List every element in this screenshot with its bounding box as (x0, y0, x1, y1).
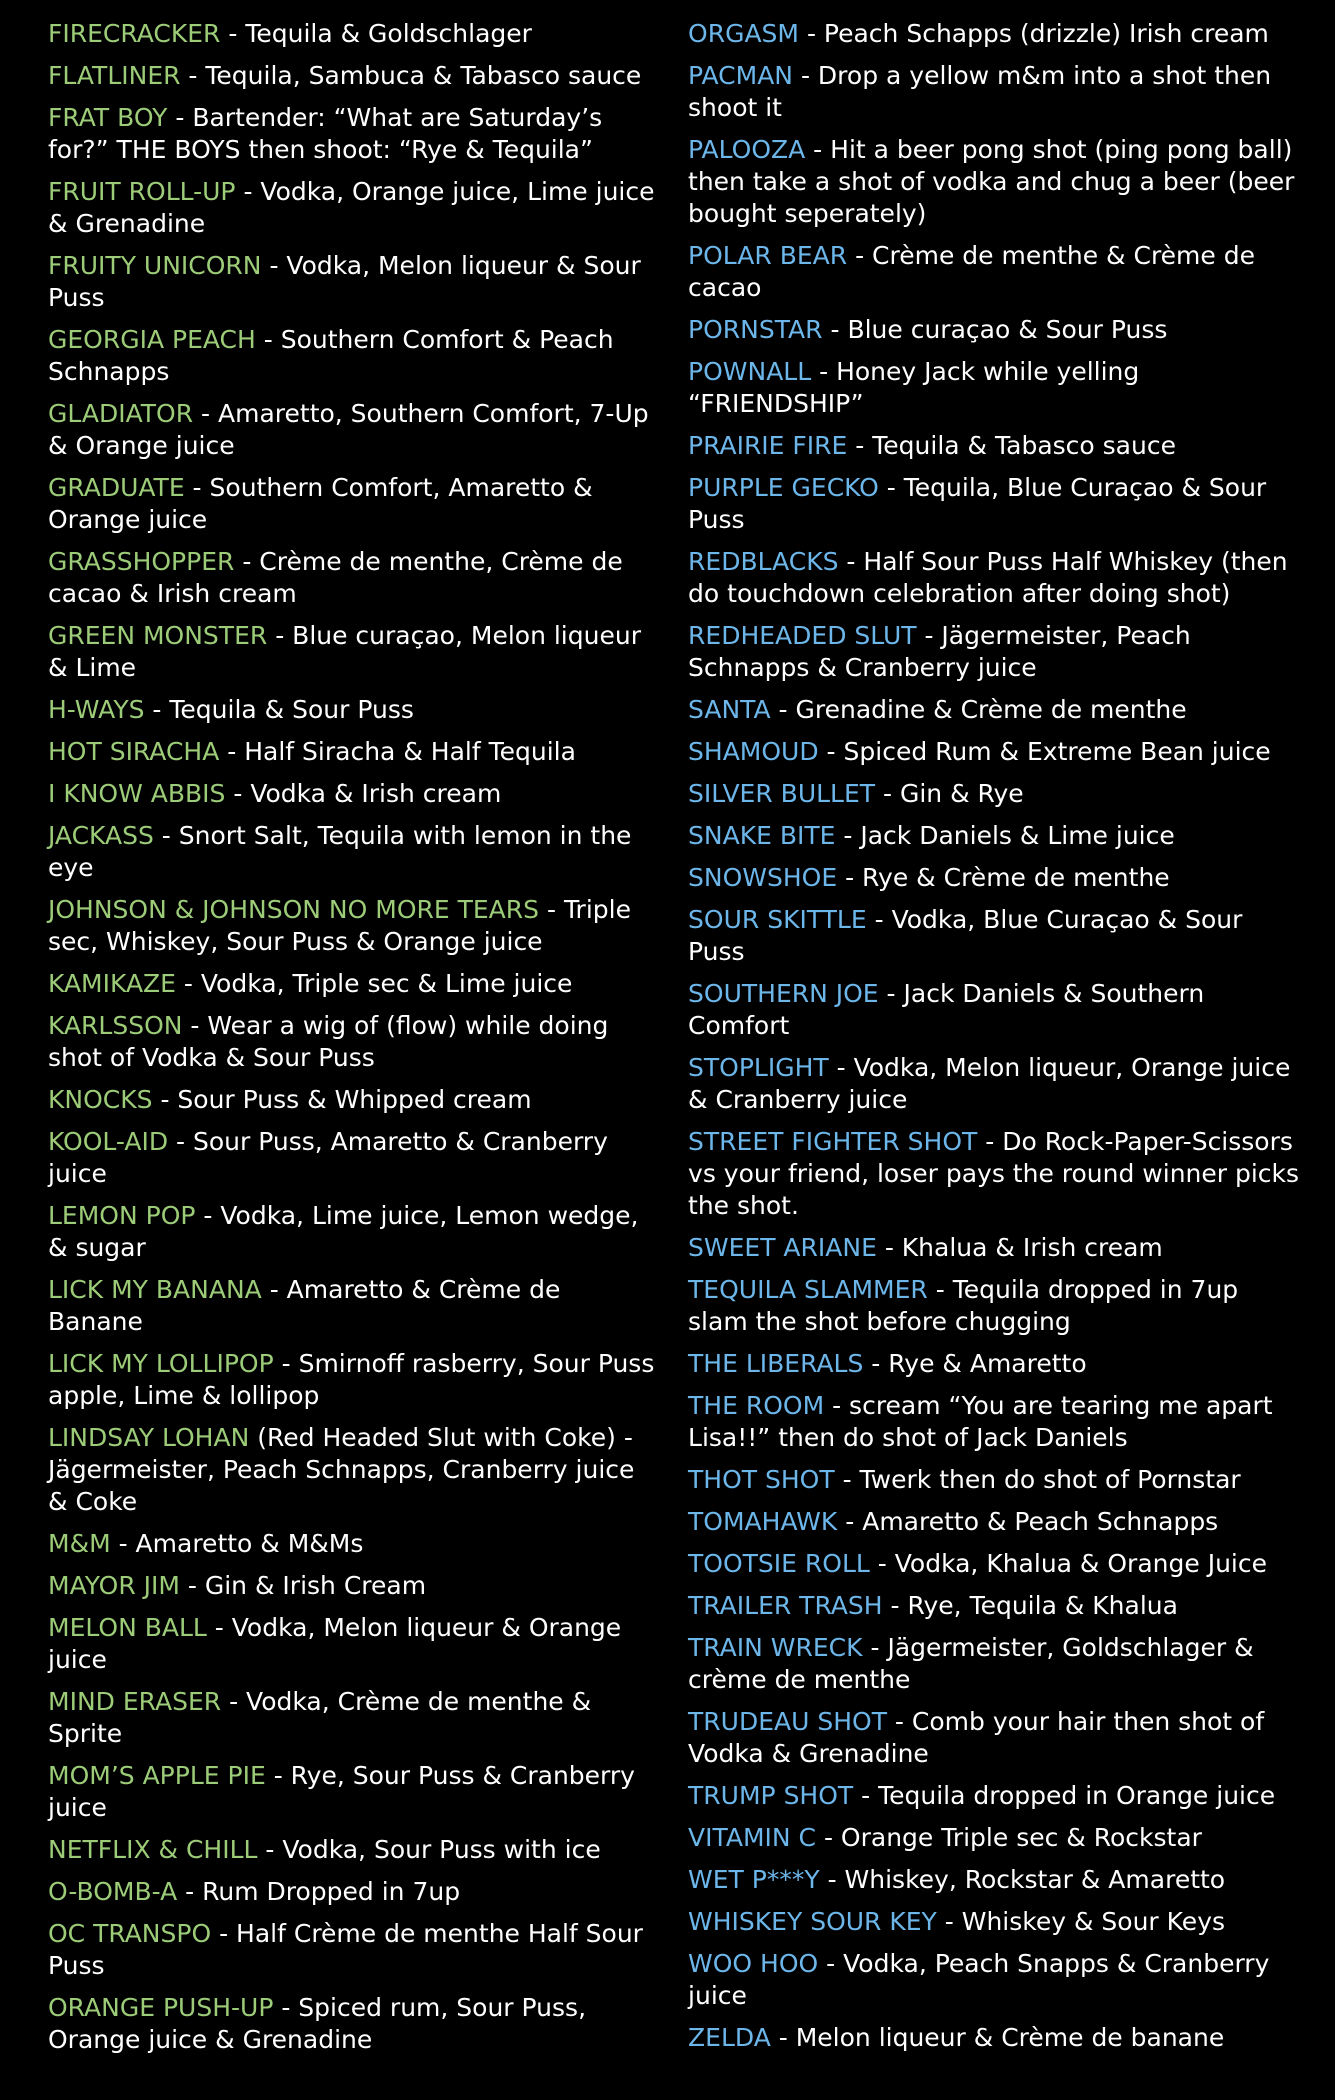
menu-entry (48, 1348, 655, 1412)
menu-entry (688, 546, 1305, 610)
shot-recipe: - Amaretto & Crème de Banane (48, 1275, 561, 1336)
menu-entry (48, 1612, 655, 1676)
shot-recipe: - Rye, Sour Puss & Cranberry juice (48, 1761, 635, 1822)
shot-name: SANTA (688, 695, 771, 724)
shot-name: REDBLACKS (688, 547, 839, 576)
shot-name: JACKASS (48, 821, 154, 850)
menu-entry (688, 1548, 1305, 1580)
shot-name: I KNOW ABBIS (48, 779, 226, 808)
shot-recipe: - scream “You are tearing me apart Lisa!!” then do shot of Jack Daniels (688, 1391, 1273, 1452)
shot-recipe: - Vodka, Crème de menthe & Sprite (48, 1687, 592, 1748)
shot-recipe: - Gin & Rye (875, 779, 1024, 808)
shot-name: MOM’S APPLE PIE (48, 1761, 266, 1790)
shot-recipe: - Tequila & Goldschlager (220, 19, 532, 48)
shot-recipe: - Drop a yellow m&m into a shot then shoot it (688, 61, 1272, 122)
menu-entry (688, 1274, 1305, 1338)
shot-name: VITAMIN C (688, 1823, 816, 1852)
shot-name: TOOTSIE ROLL (688, 1549, 870, 1578)
menu-entry (48, 18, 655, 50)
menu-entry (688, 1906, 1305, 1938)
shot-recipe: - Tequila & Sour Puss (144, 695, 414, 724)
shot-name: GEORGIA PEACH (48, 325, 256, 354)
shot-recipe: (Red Headed Slut with Coke) - Jägermeister, Peach Schnapps, Cranberry juice & Coke (48, 1423, 635, 1516)
shot-name: MELON BALL (48, 1613, 207, 1642)
shot-recipe: - Sour Puss & Whipped cream (152, 1085, 532, 1114)
menu-entry (48, 1834, 655, 1866)
shot-name: MIND ERASER (48, 1687, 222, 1716)
shot-name: LICK MY BANANA (48, 1275, 262, 1304)
menu-entry (48, 1422, 655, 1518)
menu-entry (48, 60, 655, 92)
menu-entry (688, 2022, 1305, 2054)
shot-name: PALOOZA (688, 135, 806, 164)
shot-recipe: - Whiskey & Sour Keys (936, 1907, 1226, 1936)
menu-entry (688, 694, 1305, 726)
shot-recipe: - Peach Schapps (drizzle) Irish cream (799, 19, 1269, 48)
shot-recipe: - Southern Comfort & Peach Schnapps (48, 325, 614, 386)
menu-entry (48, 1084, 655, 1116)
menu-entry (688, 240, 1305, 304)
shot-name: WHISKEY SOUR KEY (688, 1907, 937, 1936)
menu-entry (48, 778, 655, 810)
menu-entry (688, 1780, 1305, 1812)
shot-name: POLAR BEAR (688, 241, 848, 270)
menu-entry (688, 1126, 1305, 1222)
right-column (688, 18, 1305, 2100)
shot-recipe: - Rye & Amaretto (863, 1349, 1087, 1378)
shot-recipe: - Smirnoff rasberry, Sour Puss apple, Lime & lollipop (48, 1349, 655, 1410)
shot-recipe: - Southern Comfort, Amaretto & Orange juice (48, 473, 593, 534)
menu-entry (48, 546, 655, 610)
menu-entry (48, 176, 655, 240)
shot-recipe: - Vodka, Orange juice, Lime juice & Grenadine (48, 177, 655, 238)
shot-recipe: - Amaretto, Southern Comfort, 7-Up & Orange juice (48, 399, 649, 460)
menu-entry (688, 736, 1305, 768)
shot-recipe: - Jack Daniels & Southern Comfort (688, 979, 1205, 1040)
shot-name: NETFLIX & CHILL (48, 1835, 258, 1864)
shot-name: FRAT BOY (48, 103, 168, 132)
menu-entry (688, 18, 1305, 50)
menu-entry (48, 1686, 655, 1750)
shot-name: PACMAN (688, 61, 793, 90)
shot-name: O-BOMB-A (48, 1877, 178, 1906)
menu-entry (48, 324, 655, 388)
menu-entry (688, 1506, 1305, 1538)
menu-entry (48, 1992, 655, 2056)
shot-recipe: - Amaretto & Peach Schnapps (837, 1507, 1219, 1536)
menu-entry (48, 968, 655, 1000)
shot-name: KARLSSON (48, 1011, 183, 1040)
shot-name: PURPLE GECKO (688, 473, 879, 502)
shot-name: SWEET ARIANE (688, 1233, 877, 1262)
shot-recipe: - Wear a wig of (flow) while doing shot of Vodka & Sour Puss (48, 1011, 609, 1072)
shot-name: TEQUILA SLAMMER (688, 1275, 928, 1304)
shot-name: FIRECRACKER (48, 19, 221, 48)
menu-entry (48, 1528, 655, 1560)
shot-recipe: - Tequila, Blue Curaçao & Sour Puss (688, 473, 1267, 534)
shot-name: TRAIN WRECK (688, 1633, 863, 1662)
shot-recipe: - Vodka, Sour Puss with ice (257, 1835, 601, 1864)
shot-recipe: - Spiced Rum & Extreme Bean juice (818, 737, 1271, 766)
shot-recipe: - Grenadine & Crème de menthe (770, 695, 1187, 724)
shot-name: SOUR SKITTLE (688, 905, 867, 934)
shot-recipe: - Honey Jack while yelling “FRIENDSHIP” (688, 357, 1140, 418)
shot-name: JOHNSON & JOHNSON NO MORE TEARS (48, 895, 540, 924)
menu-entry (688, 1632, 1305, 1696)
shot-recipe: - Vodka & Irish cream (225, 779, 502, 808)
shot-recipe: - Vodka, Melon liqueur, Orange juice & Cranberry juice (688, 1053, 1291, 1114)
menu-entry (688, 1822, 1305, 1854)
shot-name: FRUITY UNICORN (48, 251, 262, 280)
shot-recipe: - Half Sour Puss Half Whiskey (then do touchdown celebration after doing shot) (688, 547, 1288, 608)
shot-name: SILVER BULLET (688, 779, 876, 808)
menu-entry (48, 1918, 655, 1982)
menu-entry (688, 472, 1305, 536)
shot-recipe: - Orange Triple sec & Rockstar (816, 1823, 1202, 1852)
shot-name: STREET FIGHTER SHOT (688, 1127, 978, 1156)
shot-recipe: - Hit a beer pong shot (ping pong ball) then take a shot of vodka and chug a beer (beer bought seperately) (688, 135, 1295, 228)
shot-name: FRUIT ROLL-UP (48, 177, 236, 206)
shot-recipe: - Tequila dropped in Orange juice (853, 1781, 1276, 1810)
menu-entry (48, 472, 655, 536)
shot-name: ORANGE PUSH-UP (48, 1993, 274, 2022)
shot-recipe: - Vodka, Khalua & Orange Juice (869, 1549, 1267, 1578)
shot-recipe: - Spiced rum, Sour Puss, Orange juice & Grenadine (48, 1993, 587, 2054)
shot-recipe: - Bartender: “What are Saturday’s for?” THE BOYS then shoot: “Rye & Tequila” (48, 103, 603, 164)
shot-name: KNOCKS (48, 1085, 153, 1114)
shot-recipe: - Vodka, Melon liqueur & Sour Puss (48, 251, 641, 312)
shot-name: GLADIATOR (48, 399, 194, 428)
menu-entry (688, 1864, 1305, 1896)
menu-entry (48, 820, 655, 884)
shot-recipe: - Sour Puss, Amaretto & Cranberry juice (48, 1127, 608, 1188)
menu-entry (48, 694, 655, 726)
menu-entry (48, 620, 655, 684)
shot-name: KOOL-AID (48, 1127, 169, 1156)
menu-entry (48, 398, 655, 462)
menu-entry (688, 1464, 1305, 1496)
shot-name: STOPLIGHT (688, 1053, 829, 1082)
shot-name: LINDSAY LOHAN (48, 1423, 250, 1452)
shot-recipe: - Jack Daniels & Lime juice (835, 821, 1175, 850)
shot-name: GRASSHOPPER (48, 547, 235, 576)
menu-entry (688, 356, 1305, 420)
menu-entry (48, 1010, 655, 1074)
shot-recipe: - Do Rock-Paper-Scissors vs your friend, loser pays the round winner picks the shot. (688, 1127, 1300, 1220)
shot-name: GREEN MONSTER (48, 621, 268, 650)
shot-recipe: - Crème de menthe & Crème de cacao (688, 241, 1255, 302)
menu-entry (688, 820, 1305, 852)
menu-entry (688, 134, 1305, 230)
shot-name: TRUDEAU SHOT (688, 1707, 887, 1736)
menu-entry (688, 314, 1305, 346)
shot-recipe: - Jägermeister, Peach Schnapps & Cranberry juice (688, 621, 1191, 682)
menu-entry (48, 1570, 655, 1602)
shot-recipe: - Blue curaçao, Melon liqueur & Lime (48, 621, 641, 682)
shot-recipe: - Crème de menthe, Crème de cacao & Irish cream (48, 547, 623, 608)
menu-entry (688, 620, 1305, 684)
shot-recipe: - Tequila & Tabasco sauce (847, 431, 1176, 460)
shot-name: ZELDA (688, 2023, 771, 2052)
shot-name: FLATLINER (48, 61, 181, 90)
shot-name: H-WAYS (48, 695, 145, 724)
menu-entry (48, 250, 655, 314)
shot-name: POWNALL (688, 357, 812, 386)
shot-recipe: - Rye, Tequila & Khalua (882, 1591, 1178, 1620)
menu-entry (48, 1200, 655, 1264)
shot-name: PORNSTAR (688, 315, 823, 344)
shot-recipe: - Half Crème de menthe Half Sour Puss (48, 1919, 643, 1980)
menu-entry (48, 1876, 655, 1908)
shot-recipe: - Vodka, Melon liqueur & Orange juice (48, 1613, 622, 1674)
shot-recipe: - Triple sec, Whiskey, Sour Puss & Orange juice (48, 895, 631, 956)
shot-recipe: - Tequila dropped in 7up slam the shot before chugging (688, 1275, 1239, 1336)
shot-recipe: - Whiskey, Rockstar & Amaretto (819, 1865, 1226, 1894)
menu-entry (688, 904, 1305, 968)
shot-name: M&M (48, 1529, 111, 1558)
shot-recipe: - Amaretto & M&Ms (110, 1529, 364, 1558)
shot-name: MAYOR JIM (48, 1571, 180, 1600)
menu-entry (688, 1948, 1305, 2012)
shot-name: LICK MY LOLLIPOP (48, 1349, 274, 1378)
shot-name: WET P***Y (688, 1865, 820, 1894)
shot-recipe: - Blue curaçao & Sour Puss (822, 315, 1168, 344)
menu-entry (48, 102, 655, 166)
shot-recipe: - Snort Salt, Tequila with lemon in the eye (48, 821, 632, 882)
menu-entry (688, 1706, 1305, 1770)
menu-entry (688, 1348, 1305, 1380)
menu-entry (688, 862, 1305, 894)
menu-entry (48, 1126, 655, 1190)
shot-name: THOT SHOT (688, 1465, 835, 1494)
shot-name: THE LIBERALS (688, 1349, 864, 1378)
shot-recipe: - Tequila, Sambuca & Tabasco sauce (180, 61, 642, 90)
shot-name: TOMAHAWK (688, 1507, 838, 1536)
shot-recipe: - Gin & Irish Cream (179, 1571, 427, 1600)
menu-entry (688, 1052, 1305, 1116)
shot-name: HOT SIRACHA (48, 737, 220, 766)
shot-recipe: - Vodka, Blue Curaçao & Sour Puss (688, 905, 1243, 966)
shot-name: SHAMOUD (688, 737, 819, 766)
menu-entry (688, 1232, 1305, 1264)
shot-name: TRAILER TRASH (688, 1591, 883, 1620)
shot-recipe: - Vodka, Triple sec & Lime juice (175, 969, 573, 998)
shot-recipe: - Half Siracha & Half Tequila (219, 737, 576, 766)
shot-recipe: - Twerk then do shot of Pornstar (834, 1465, 1241, 1494)
shot-name: KAMIKAZE (48, 969, 176, 998)
menu-entry (48, 894, 655, 958)
menu-entry (48, 1760, 655, 1824)
menu-entry (688, 1590, 1305, 1622)
shot-recipe: - Jägermeister, Goldschlager & crème de menthe (688, 1633, 1254, 1694)
shot-name: THE ROOM (688, 1391, 825, 1420)
shot-recipe: - Rye & Crème de menthe (837, 863, 1170, 892)
shot-recipe: - Vodka, Lime juice, Lemon wedge, & sugar (48, 1201, 639, 1262)
shot-name: SOUTHERN JOE (688, 979, 879, 1008)
left-column (48, 18, 655, 2100)
shot-recipe: - Vodka, Peach Snapps & Cranberry juice (688, 1949, 1270, 2010)
shot-name: PRAIRIE FIRE (688, 431, 848, 460)
shot-name: GRADUATE (48, 473, 185, 502)
shot-recipe: - Comb your hair then shot of Vodka & Grenadine (688, 1707, 1265, 1768)
shot-name: SNAKE BITE (688, 821, 836, 850)
menu-entry (48, 736, 655, 768)
menu-entry (48, 1274, 655, 1338)
menu-entry (688, 60, 1305, 124)
shot-recipe: - Rum Dropped in 7up (177, 1877, 461, 1906)
menu-entry (688, 978, 1305, 1042)
menu-entry (688, 1390, 1305, 1454)
shot-name: REDHEADED SLUT (688, 621, 917, 650)
menu-entry (688, 430, 1305, 462)
shot-name: LEMON POP (48, 1201, 196, 1230)
shot-name: WOO HOO (688, 1949, 819, 1978)
shot-recipe: - Melon liqueur & Crème de banane (770, 2023, 1225, 2052)
shot-name: TRUMP SHOT (688, 1781, 854, 1810)
menu-entry (688, 778, 1305, 810)
shot-name: SNOWSHOE (688, 863, 838, 892)
shot-name: OC TRANSPO (48, 1919, 212, 1948)
shot-name: ORGASM (688, 19, 799, 48)
shot-recipe: - Khalua & Irish cream (876, 1233, 1163, 1262)
